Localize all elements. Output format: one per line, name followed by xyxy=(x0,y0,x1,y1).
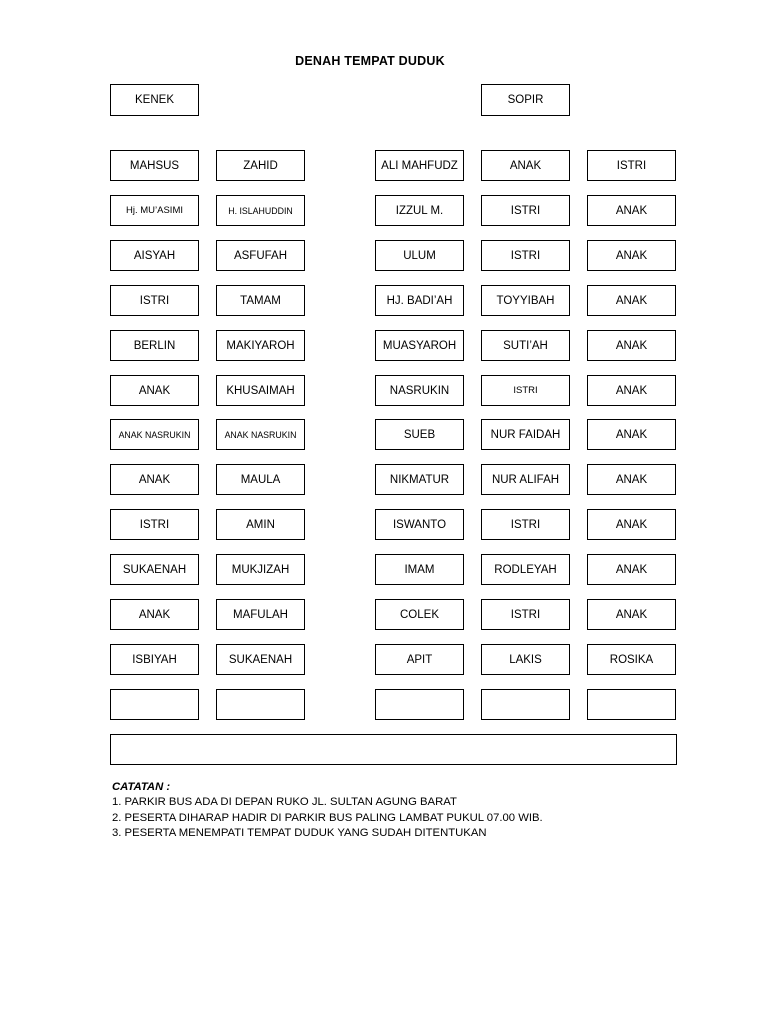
seat-r1-c5: ISTRI xyxy=(587,150,676,181)
seat-r13-c4 xyxy=(481,689,570,720)
seat-r4-c2: TAMAM xyxy=(216,285,305,316)
seat-r11-c2: MAFULAH xyxy=(216,599,305,630)
seat-r10-c5: ANAK xyxy=(587,554,676,585)
seat-r9-c5: ANAK xyxy=(587,509,676,540)
seat-r8-c1: ANAK xyxy=(110,464,199,495)
seat-r5-c5: ANAK xyxy=(587,330,676,361)
seat-r12-c4: LAKIS xyxy=(481,644,570,675)
seat-r10-c2: MUKJIZAH xyxy=(216,554,305,585)
seat-r1-c1: MAHSUS xyxy=(110,150,199,181)
back-row-bench xyxy=(110,734,677,765)
page-title: DENAH TEMPAT DUDUK xyxy=(295,54,445,68)
notes-section xyxy=(112,780,543,841)
seat-sopir: SOPIR xyxy=(481,84,570,116)
seat-r10-c1: SUKAENAH xyxy=(110,554,199,585)
seat-r6-c5: ANAK xyxy=(587,375,676,406)
seat-r8-c5: ANAK xyxy=(587,464,676,495)
seat-r3-c1: AISYAH xyxy=(110,240,199,271)
seat-r10-c4: RODLEYAH xyxy=(481,554,570,585)
seat-r7-c5: ANAK xyxy=(587,419,676,450)
seat-r6-c2: KHUSAIMAH xyxy=(216,375,305,406)
seat-r13-c2 xyxy=(216,689,305,720)
seat-r2-c4: ISTRI xyxy=(481,195,570,226)
seat-r11-c1: ANAK xyxy=(110,599,199,630)
seat-r13-c5 xyxy=(587,689,676,720)
seat-r8-c4: NUR ALIFAH xyxy=(481,464,570,495)
seat-r3-c2: ASFUFAH xyxy=(216,240,305,271)
seat-r12-c2: SUKAENAH xyxy=(216,644,305,675)
seat-r4-c4: TOYYIBAH xyxy=(481,285,570,316)
seat-r5-c3: MUASYAROH xyxy=(375,330,464,361)
seat-r10-c3: IMAM xyxy=(375,554,464,585)
notes-heading: CATATAN : xyxy=(112,781,171,793)
seat-r7-c2: ANAK NASRUKIN xyxy=(216,419,305,450)
seat-r5-c2: MAKIYAROH xyxy=(216,330,305,361)
seat-r4-c5: ANAK xyxy=(587,285,676,316)
seat-r11-c4: ISTRI xyxy=(481,599,570,630)
seat-r6-c4: ISTRI xyxy=(481,375,570,406)
seat-r6-c1: ANAK xyxy=(110,375,199,406)
seat-r12-c1: ISBIYAH xyxy=(110,644,199,675)
seat-r9-c1: ISTRI xyxy=(110,509,199,540)
note-item: 2. PESERTA DIHARAP HADIR DI PARKIR BUS PALING LAMBAT PUKUL 07.00 WIB. xyxy=(112,811,543,824)
seat-r4-c3: HJ. BADI’AH xyxy=(375,285,464,316)
seat-r6-c3: NASRUKIN xyxy=(375,375,464,406)
seat-r12-c3: APIT xyxy=(375,644,464,675)
seat-r1-c2: ZAHID xyxy=(216,150,305,181)
seat-r12-c5: ROSIKA xyxy=(587,644,676,675)
seat-r9-c3: ISWANTO xyxy=(375,509,464,540)
note-item: 3. PESERTA MENEMPATI TEMPAT DUDUK YANG SUDAH DITENTUKAN xyxy=(112,826,487,839)
seat-r2-c2: H. ISLAHUDDIN xyxy=(216,195,305,226)
seat-r7-c3: SUEB xyxy=(375,419,464,450)
seat-r3-c4: ISTRI xyxy=(481,240,570,271)
seat-r2-c3: IZZUL M. xyxy=(375,195,464,226)
seat-r7-c1: ANAK NASRUKIN xyxy=(110,419,199,450)
seat-r13-c3 xyxy=(375,689,464,720)
seat-r5-c4: SUTI’AH xyxy=(481,330,570,361)
seat-r4-c1: ISTRI xyxy=(110,285,199,316)
seat-r1-c3: ALI MAHFUDZ xyxy=(375,150,464,181)
note-item: 1. PARKIR BUS ADA DI DEPAN RUKO JL. SULTAN AGUNG BARAT xyxy=(112,796,457,809)
seat-r5-c1: BERLIN xyxy=(110,330,199,361)
seat-r9-c4: ISTRI xyxy=(481,509,570,540)
seat-r9-c2: AMIN xyxy=(216,509,305,540)
seat-r8-c2: MAULA xyxy=(216,464,305,495)
seat-r11-c3: COLEK xyxy=(375,599,464,630)
seat-r2-c5: ANAK xyxy=(587,195,676,226)
seat-r3-c5: ANAK xyxy=(587,240,676,271)
seat-r8-c3: NIKMATUR xyxy=(375,464,464,495)
seat-kenek: KENEK xyxy=(110,84,199,116)
seat-r13-c1 xyxy=(110,689,199,720)
seat-r7-c4: NUR FAIDAH xyxy=(481,419,570,450)
seat-r2-c1: Hj. MU’ASIMI xyxy=(110,195,199,226)
seat-r1-c4: ANAK xyxy=(481,150,570,181)
seat-r3-c3: ULUM xyxy=(375,240,464,271)
seat-r11-c5: ANAK xyxy=(587,599,676,630)
